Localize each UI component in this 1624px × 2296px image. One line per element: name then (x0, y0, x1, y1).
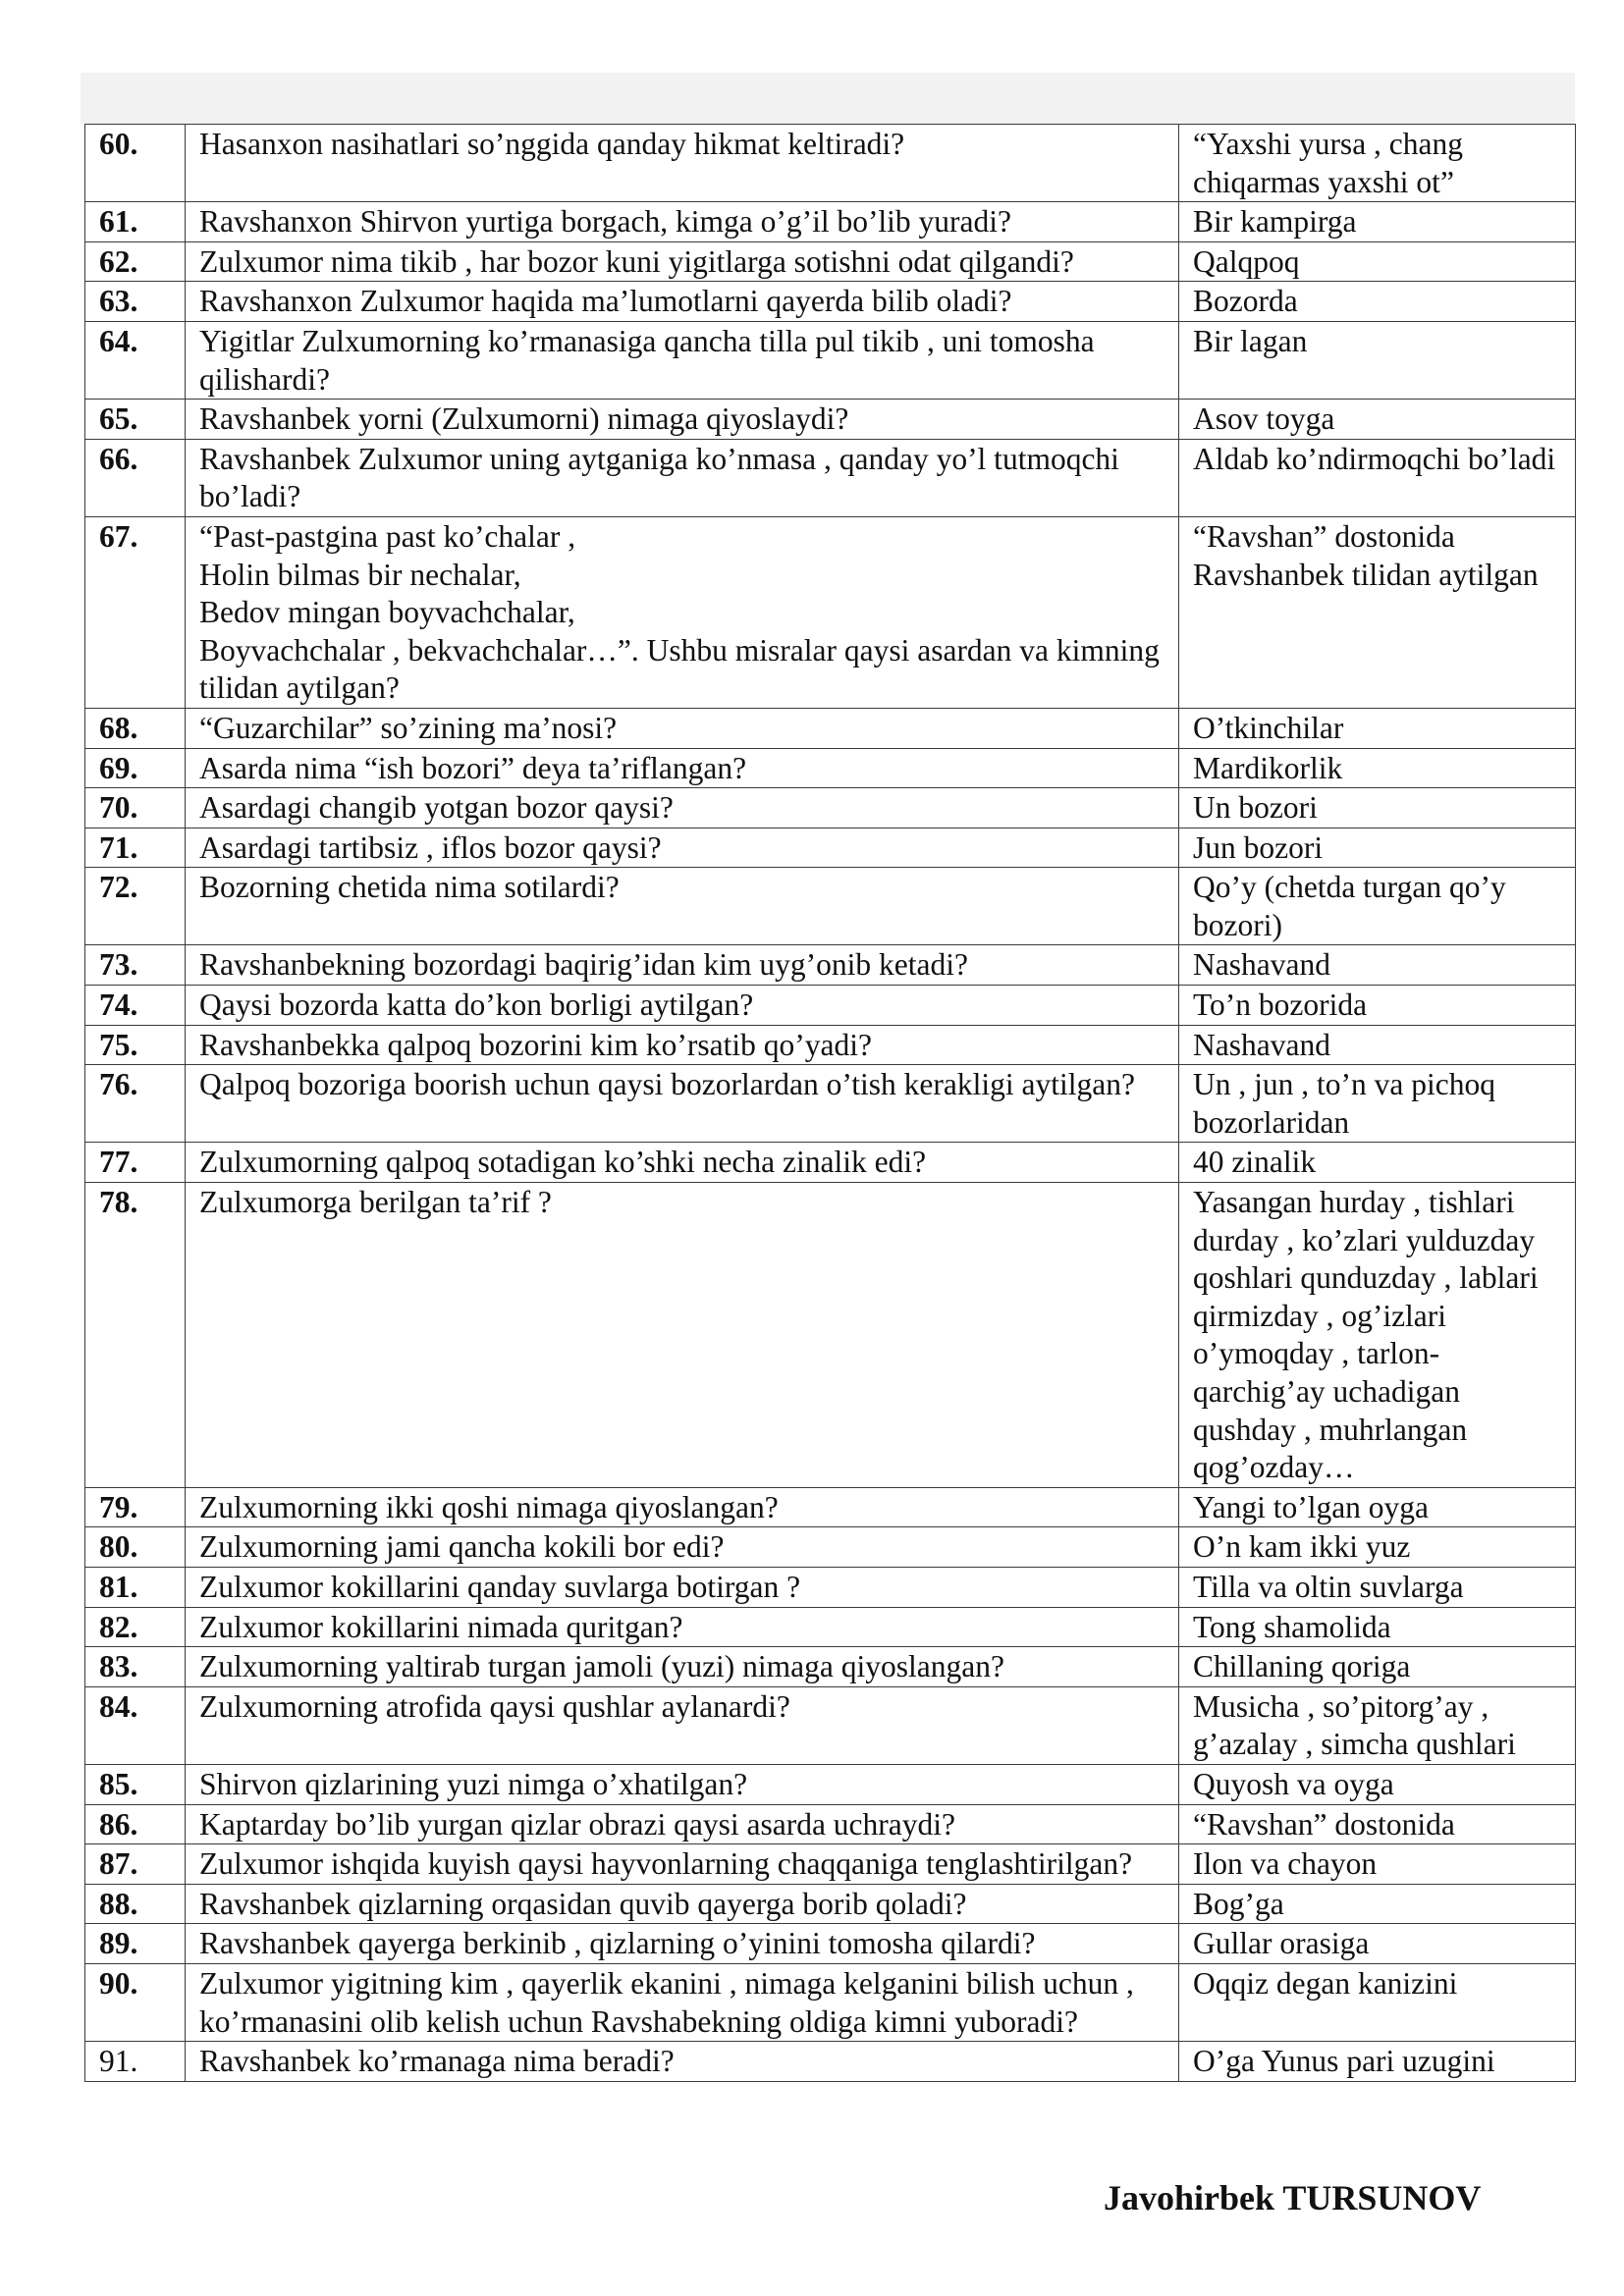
question-number: 88. (85, 1884, 186, 1924)
question-text: Zulxumor kokillarini nimada quritgan? (186, 1607, 1179, 1647)
table-row (85, 1025, 1576, 1065)
question-number: 86. (85, 1804, 186, 1844)
answer-text: Gullar orasiga (1179, 1924, 1576, 1964)
question-text: Zulxumorning ikki qoshi nimaga qiyoslangan? (186, 1487, 1179, 1527)
answer-text: Musicha , so’pitorg’ay , g’azalay , simcha qushlari (1179, 1686, 1576, 1764)
question-number: 87. (85, 1844, 186, 1885)
question-text: Zulxumorning atrofida qaysi qushlar aylanardi? (186, 1686, 1179, 1764)
table-row (85, 241, 1576, 282)
question-number: 62. (85, 241, 186, 282)
question-number: 75. (85, 1025, 186, 1065)
question-number: 85. (85, 1764, 186, 1804)
table-row (85, 868, 1576, 945)
table-row (85, 321, 1576, 399)
answer-text: “Ravshan” dostonida (1179, 1804, 1576, 1844)
table-row (85, 1963, 1576, 2041)
table-row (85, 1065, 1576, 1143)
answer-text: Bog’ga (1179, 1884, 1576, 1924)
answer-text: Tilla va oltin suvlarga (1179, 1567, 1576, 1607)
answer-text: Aldab ko’ndirmoqchi bo’ladi (1179, 439, 1576, 516)
question-number: 89. (85, 1924, 186, 1964)
answer-text: Qo’y (chetda turgan qo’y bozori) (1179, 868, 1576, 945)
question-text: Kaptarday bo’lib yurgan qizlar obrazi qaysi asarda uchraydi? (186, 1804, 1179, 1844)
table-row (85, 1647, 1576, 1687)
answer-text: Bozorda (1179, 282, 1576, 322)
question-text: Asardagi tartibsiz , iflos bozor qaysi? (186, 828, 1179, 868)
question-number: 73. (85, 945, 186, 986)
question-text: Zulxumor ishqida kuyish qaysi hayvonlarning chaqqaniga tenglashtirilgan? (186, 1844, 1179, 1885)
question-number: 74. (85, 986, 186, 1026)
table-row (85, 1607, 1576, 1647)
question-text: Ravshanxon Shirvon yurtiga borgach, kimga o’g’il bo’lib yuradi? (186, 202, 1179, 242)
question-text: Ravshanbek Zulxumor uning aytganiga ko’nmasa , qanday yo’l tutmoqchi bo’ladi? (186, 439, 1179, 516)
answer-text: Un bozori (1179, 788, 1576, 828)
question-text: Yigitlar Zulxumorning ko’rmanasiga qancha tilla pul tikib , uni tomosha qilishardi? (186, 321, 1179, 399)
question-number: 71. (85, 828, 186, 868)
answer-text: Jun bozori (1179, 828, 1576, 868)
table-row (85, 516, 1576, 708)
answer-text: O’tkinchilar (1179, 708, 1576, 748)
answer-text: Yasangan hurday , tishlari durday , ko’zlari yulduzday qoshlari qunduzday , lablari qirmizday , og’izlari o’ymoqday , tarlon-qarchig’ay uchadigan qushday , muhrlangan qog’ozday… (1179, 1183, 1576, 1488)
table-row (85, 1844, 1576, 1885)
table-row (85, 1924, 1576, 1964)
table-row (85, 1183, 1576, 1488)
answer-text: Nashavand (1179, 945, 1576, 986)
question-number: 63. (85, 282, 186, 322)
question-text: Ravshanbek qizlarning orqasidan quvib qayerga borib qoladi? (186, 1884, 1179, 1924)
table-row (85, 1527, 1576, 1568)
answer-text: Bir lagan (1179, 321, 1576, 399)
question-text: Asardagi changib yotgan bozor qaysi? (186, 788, 1179, 828)
question-text: Zulxumorning jami qancha kokili bor edi? (186, 1527, 1179, 1568)
answer-text: O’ga Yunus pari uzugini (1179, 2042, 1576, 2082)
table-row (85, 828, 1576, 868)
question-number: 78. (85, 1183, 186, 1488)
question-text: Ravshanbek ko’rmanaga nima beradi? (186, 2042, 1179, 2082)
question-text: “Past-pastgina past ko’chalar , Holin bilmas bir nechalar, Bedov mingan boyvachchalar, Boyvachchalar , bekvachchalar…”. Ushbu misralar qaysi asardan va kimning tilidan aytilgan? (186, 516, 1179, 708)
question-text: Zulxumorning yaltirab turgan jamoli (yuzi) nimaga qiyoslangan? (186, 1647, 1179, 1687)
answer-text: Tong shamolida (1179, 1607, 1576, 1647)
answer-text: Oqqiz degan kanizini (1179, 1963, 1576, 2041)
question-text: Zulxumorga berilgan ta’rif ? (186, 1183, 1179, 1488)
table-row (85, 125, 1576, 202)
answer-text: O’n kam ikki yuz (1179, 1527, 1576, 1568)
table-row (85, 439, 1576, 516)
answer-text: Quyosh va oyga (1179, 1764, 1576, 1804)
question-number: 81. (85, 1567, 186, 1607)
table-row (85, 282, 1576, 322)
question-number: 80. (85, 1527, 186, 1568)
question-text: Hasanxon nasihatlari so’nggida qanday hikmat keltiradi? (186, 125, 1179, 202)
answer-text: Yangi to’lgan oyga (1179, 1487, 1576, 1527)
question-text: Shirvon qizlarining yuzi nimga o’xhatilgan? (186, 1764, 1179, 1804)
table-row (85, 945, 1576, 986)
question-text: Zulxumor nima tikib , har bozor kuni yigitlarga sotishni odat qilgandi? (186, 241, 1179, 282)
answer-text: Un , jun , to’n va pichoq bozorlaridan (1179, 1065, 1576, 1143)
table-row (85, 748, 1576, 788)
answer-text: “Ravshan” dostonida Ravshanbek tilidan aytilgan (1179, 516, 1576, 708)
question-number: 66. (85, 439, 186, 516)
question-number: 77. (85, 1143, 186, 1183)
table-row (85, 2042, 1576, 2082)
table-row (85, 1567, 1576, 1607)
answer-text: Asov toyga (1179, 400, 1576, 440)
question-number: 65. (85, 400, 186, 440)
table-row (85, 400, 1576, 440)
question-text: Bozorning chetida nima sotilardi? (186, 868, 1179, 945)
question-number: 91. (85, 2042, 186, 2082)
table-row (85, 1686, 1576, 1764)
question-number: 76. (85, 1065, 186, 1143)
table-row (85, 1487, 1576, 1527)
question-text: Qaysi bozorda katta do’kon borligi aytilgan? (186, 986, 1179, 1026)
table-row (85, 1143, 1576, 1183)
question-number: 64. (85, 321, 186, 399)
question-text: Qalpoq bozoriga boorish uchun qaysi bozorlardan o’tish kerakligi aytilgan? (186, 1065, 1179, 1143)
question-text: Ravshanxon Zulxumor haqida ma’lumotlarni qayerda bilib oladi? (186, 282, 1179, 322)
answer-text: To’n bozorida (1179, 986, 1576, 1026)
question-number: 90. (85, 1963, 186, 2041)
question-number: 83. (85, 1647, 186, 1687)
question-number: 72. (85, 868, 186, 945)
question-number: 84. (85, 1686, 186, 1764)
question-number: 79. (85, 1487, 186, 1527)
table-row (85, 1804, 1576, 1844)
table-row (85, 708, 1576, 748)
question-number: 82. (85, 1607, 186, 1647)
question-text: “Guzarchilar” so’zining ma’nosi? (186, 708, 1179, 748)
table-row (85, 1884, 1576, 1924)
answer-text: Bir kampirga (1179, 202, 1576, 242)
answer-text: Qalqpoq (1179, 241, 1576, 282)
top-scan-band (81, 73, 1575, 124)
question-number: 61. (85, 202, 186, 242)
table-row (85, 986, 1576, 1026)
question-answer-table (84, 124, 1576, 2082)
question-number: 68. (85, 708, 186, 748)
answer-text: Chillaning qoriga (1179, 1647, 1576, 1687)
answer-text: Mardikorlik (1179, 748, 1576, 788)
table-row (85, 202, 1576, 242)
question-text: Zulxumor kokillarini qanday suvlarga botirgan ? (186, 1567, 1179, 1607)
answer-text: Nashavand (1179, 1025, 1576, 1065)
table-body (85, 125, 1576, 2082)
question-text: Zulxumor yigitning kim , qayerlik ekanini , nimaga kelganini bilish uchun , ko’rmanasini olib kelish uchun Ravshabekning oldiga kimni yuboradi? (186, 1963, 1179, 2041)
question-text: Ravshanbek yorni (Zulxumorni) nimaga qiyoslaydi? (186, 400, 1179, 440)
table-row (85, 788, 1576, 828)
answer-text: Ilon va chayon (1179, 1844, 1576, 1885)
question-number: 67. (85, 516, 186, 708)
answer-text: “Yaxshi yursa , chang chiqarmas yaxshi ot” (1179, 125, 1576, 202)
question-text: Ravshanbek qayerga berkinib , qizlarning o’yinini tomosha qilardi? (186, 1924, 1179, 1964)
question-text: Zulxumorning qalpoq sotadigan ko’shki necha zinalik edi? (186, 1143, 1179, 1183)
answer-text: 40 zinalik (1179, 1143, 1576, 1183)
table-row (85, 1764, 1576, 1804)
question-text: Ravshanbekning bozordagi baqirig’idan kim uyg’onib ketadi? (186, 945, 1179, 986)
question-text: Ravshanbekka qalpoq bozorini kim ko’rsatib qo’yadi? (186, 1025, 1179, 1065)
question-number: 69. (85, 748, 186, 788)
author-signature: Javohirbek TURSUNOV (1104, 2178, 1482, 2217)
question-number: 60. (85, 125, 186, 202)
question-number: 70. (85, 788, 186, 828)
question-text: Asarda nima “ish bozori” deya ta’riflangan? (186, 748, 1179, 788)
